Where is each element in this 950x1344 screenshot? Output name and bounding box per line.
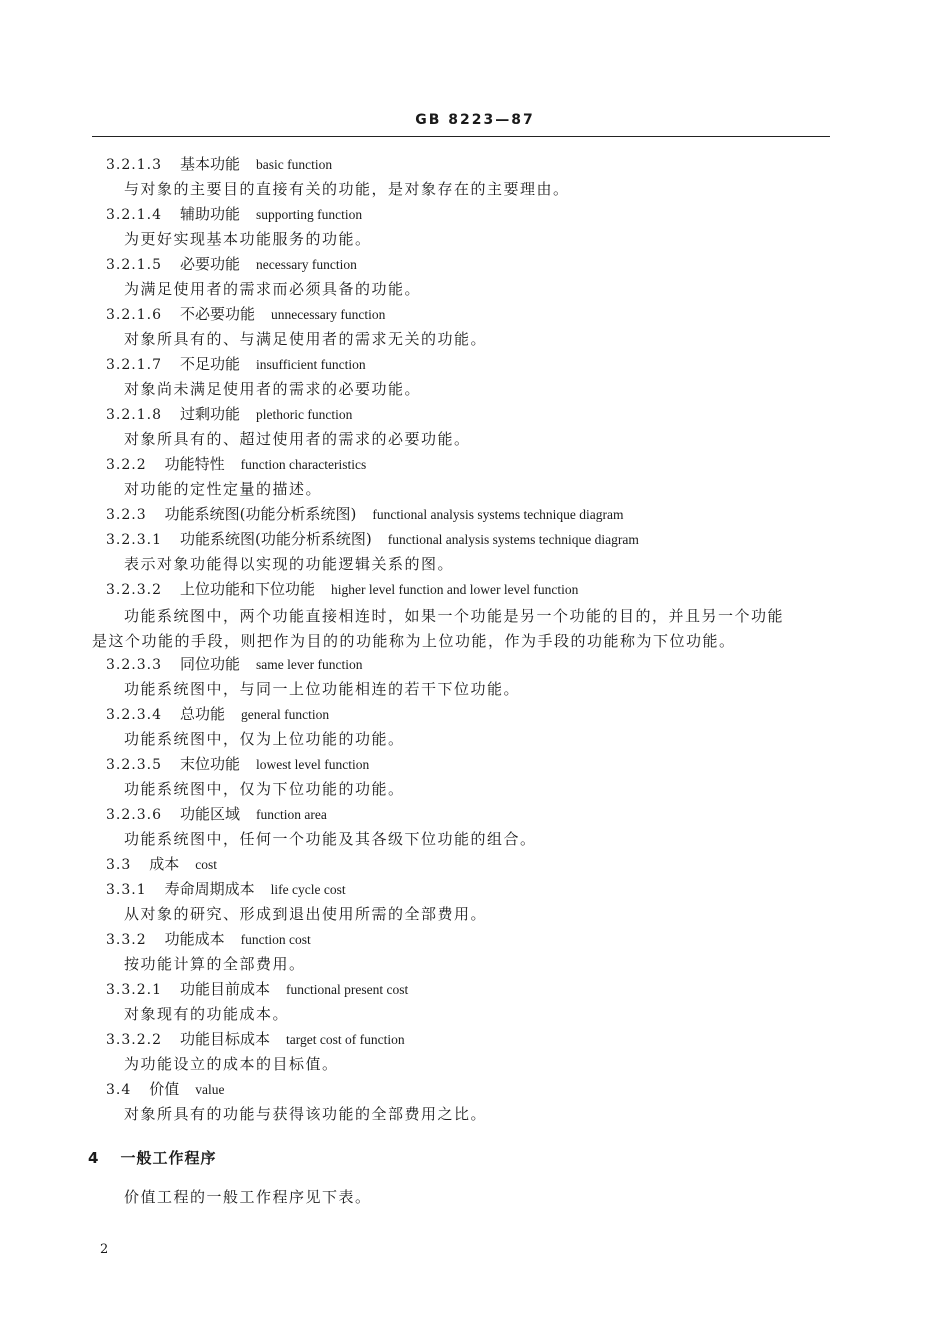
term-english: life cycle cost xyxy=(270,882,346,897)
term-number: 3.2.1.3 xyxy=(106,157,162,173)
term-english: functional analysis systems technique diagram xyxy=(372,507,624,522)
section-4-heading xyxy=(88,1147,216,1168)
section-4-title: 一般工作程序 xyxy=(120,1149,217,1167)
term-number: 3.2.1.5 xyxy=(106,257,162,273)
term-heading xyxy=(106,404,352,425)
term-heading xyxy=(106,579,578,600)
term-number: 3.2.3 xyxy=(106,507,147,523)
term-number: 3.4 xyxy=(106,1082,132,1098)
term-number: 3.2.1.4 xyxy=(106,207,162,223)
term-chinese: 末位功能 xyxy=(179,755,240,773)
term-chinese: 功能系统图(功能分析系统图) xyxy=(179,530,372,548)
term-heading xyxy=(106,879,346,900)
term-english: functional analysis systems technique diagram xyxy=(387,532,639,547)
term-definition: 功能系统图中，两个功能直接相连时，如果一个功能是另一个功能的目的，并且另一个功能是这个功能的手段，则把作为目的的功能称为上位功能，作为手段的功能称为下位功能。 xyxy=(92,607,785,650)
term-number: 3.3.2.1 xyxy=(106,982,162,998)
term-heading xyxy=(106,254,357,275)
term-heading xyxy=(106,854,217,875)
term-definition: 对象所具有的、与满足使用者的需求无关的功能。 xyxy=(124,330,488,348)
term-heading xyxy=(106,979,408,1000)
term-heading xyxy=(106,1079,225,1100)
term-number: 3.2.3.1 xyxy=(106,532,162,548)
term-number: 3.3.2 xyxy=(106,932,147,948)
term-english: general function xyxy=(241,707,330,722)
term-english: unnecessary function xyxy=(271,307,386,322)
term-number: 3.3 xyxy=(106,857,132,873)
term-number: 3.2.3.4 xyxy=(106,707,162,723)
section-4-number: 4 xyxy=(88,1149,99,1167)
term-definition: 对象尚未满足使用者的需求的必要功能。 xyxy=(124,380,422,398)
term-chinese: 功能系统图(功能分析系统图) xyxy=(164,505,357,523)
term-number: 3.2.3.3 xyxy=(106,657,162,673)
term-heading xyxy=(106,529,639,550)
term-chinese: 总功能 xyxy=(179,705,225,723)
term-chinese: 辅助功能 xyxy=(179,205,240,223)
term-number: 3.2.1.8 xyxy=(106,407,162,423)
term-chinese: 成本 xyxy=(149,855,180,873)
term-heading xyxy=(106,929,311,950)
term-heading xyxy=(106,654,362,675)
term-number: 3.2.3.2 xyxy=(106,582,162,598)
term-definition: 对象所具有的功能与获得该功能的全部费用之比。 xyxy=(124,1105,488,1123)
page-number: 2 xyxy=(100,1242,109,1257)
term-chinese: 功能目前成本 xyxy=(179,980,270,998)
term-english: functional present cost xyxy=(286,982,409,997)
term-heading xyxy=(106,1029,405,1050)
term-english: insufficient function xyxy=(256,357,366,372)
term-chinese: 必要功能 xyxy=(179,255,240,273)
term-definition: 对象现有的功能成本。 xyxy=(124,1005,290,1023)
term-english: lowest level function xyxy=(256,757,370,772)
term-definition: 与对象的主要目的直接有关的功能，是对象存在的主要理由。 xyxy=(124,180,570,198)
term-english: supporting function xyxy=(256,207,363,222)
term-english: same lever function xyxy=(256,657,363,672)
term-definition: 按功能计算的全部费用。 xyxy=(124,955,306,973)
term-heading xyxy=(106,804,327,825)
term-chinese: 同位功能 xyxy=(179,655,240,673)
term-number: 3.2.1.7 xyxy=(106,357,162,373)
term-chinese: 功能成本 xyxy=(164,930,225,948)
term-definition: 对功能的定性定量的描述。 xyxy=(124,480,323,498)
term-definition: 为满足使用者的需求而必须具备的功能。 xyxy=(124,280,422,298)
term-chinese: 上位功能和下位功能 xyxy=(179,580,315,598)
term-heading xyxy=(106,204,362,225)
document-code-header: GB 8223—87 xyxy=(415,112,535,128)
term-heading xyxy=(106,154,332,175)
term-english: basic function xyxy=(256,157,333,172)
term-chinese: 价值 xyxy=(149,1080,180,1098)
term-heading xyxy=(106,304,385,325)
term-definition: 功能系统图中，与同一上位功能相连的若干下位功能。 xyxy=(124,680,521,698)
term-english: cost xyxy=(195,857,218,872)
term-heading xyxy=(106,454,366,475)
term-number: 3.2.3.6 xyxy=(106,807,162,823)
term-definition: 为更好实现基本功能服务的功能。 xyxy=(124,230,372,248)
term-english: function cost xyxy=(240,932,311,947)
term-definition: 从对象的研究、形成到退出使用所需的全部费用。 xyxy=(124,905,488,923)
term-english: function characteristics xyxy=(240,457,367,472)
term-heading xyxy=(106,754,369,775)
term-english: plethoric function xyxy=(256,407,353,422)
term-number: 3.2.3.5 xyxy=(106,757,162,773)
term-definition: 表示对象功能得以实现的功能逻辑关系的图。 xyxy=(124,555,455,573)
term-english: higher level function and lower level function xyxy=(331,582,579,597)
header-rule xyxy=(92,136,830,137)
term-heading xyxy=(106,354,366,375)
term-definition: 功能系统图中，任何一个功能及其各级下位功能的组合。 xyxy=(124,830,537,848)
term-definition: 功能系统图中，仅为上位功能的功能。 xyxy=(124,730,405,748)
term-chinese: 寿命周期成本 xyxy=(164,880,255,898)
term-definition: 为功能设立的成本的目标值。 xyxy=(124,1055,339,1073)
term-number: 3.2.2 xyxy=(106,457,147,473)
term-chinese: 不足功能 xyxy=(179,355,240,373)
term-number: 3.3.1 xyxy=(106,882,147,898)
term-definition: 对象所具有的、超过使用者的需求的必要功能。 xyxy=(124,430,471,448)
term-number: 3.2.1.6 xyxy=(106,307,162,323)
term-chinese: 不必要功能 xyxy=(179,305,255,323)
term-chinese: 过剩功能 xyxy=(179,405,240,423)
term-heading xyxy=(106,704,329,725)
term-definition: 功能系统图中，仅为下位功能的功能。 xyxy=(124,780,405,798)
term-chinese: 基本功能 xyxy=(179,155,240,173)
section-4-intro: 价值工程的一般工作程序见下表。 xyxy=(124,1188,372,1206)
term-number: 3.3.2.2 xyxy=(106,1032,162,1048)
term-english: function area xyxy=(256,807,327,822)
term-english: value xyxy=(195,1082,225,1097)
term-chinese: 功能特性 xyxy=(164,455,225,473)
term-chinese: 功能目标成本 xyxy=(179,1030,270,1048)
term-heading xyxy=(106,504,624,525)
term-english: necessary function xyxy=(256,257,357,272)
term-chinese: 功能区域 xyxy=(179,805,240,823)
term-english: target cost of function xyxy=(286,1032,405,1047)
